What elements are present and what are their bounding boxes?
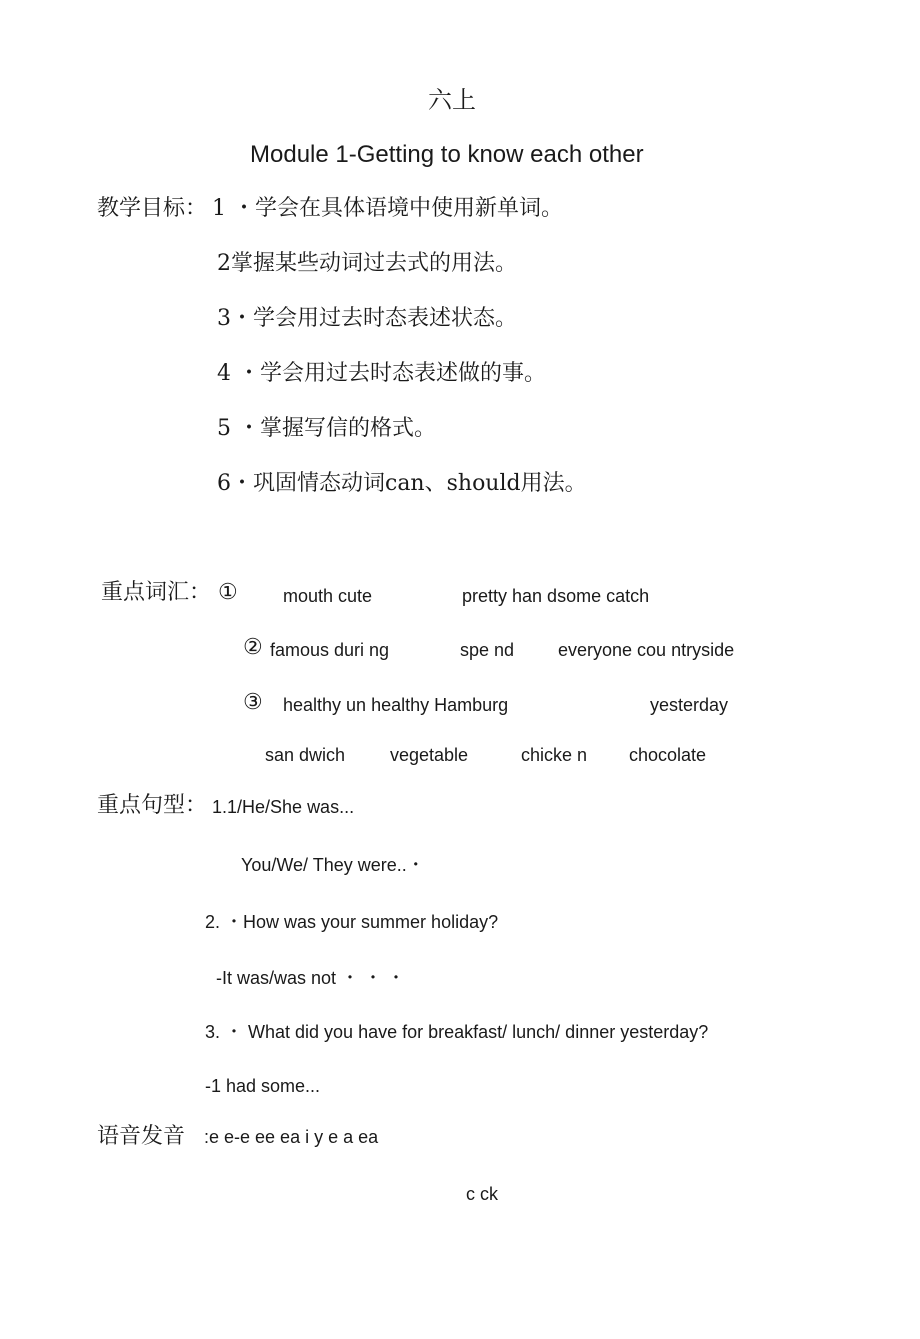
vocab-marker-1: ① (218, 580, 238, 605)
phonics-line-2: c ck (466, 1184, 499, 1204)
vocab-marker-3: ③ (243, 690, 263, 715)
vocab-words: san dwich (265, 745, 346, 765)
objective-item-6: 6・巩固情态动词can、should用法。 (217, 471, 587, 496)
sentence-line: 1.1/He/She was... (212, 797, 355, 817)
vocab-words: chicke n (521, 745, 588, 765)
sentence-line: -It was/was not ・ ・ ・ (216, 968, 406, 988)
sentence-line: 2. ・How was your summer holiday? (205, 912, 499, 932)
objective-item-4: 4 ・学会用过去时态表述做的事。 (217, 361, 546, 386)
objective-item-1: 1 ・学会在具体语境中使用新单词。 (212, 196, 563, 221)
vocab-marker-2: ② (243, 635, 263, 660)
objective-item-5: 5 ・掌握写信的格式。 (217, 416, 436, 441)
grade-title: 六上 (428, 86, 476, 114)
vocab-words: everyone cou ntryside (558, 640, 735, 660)
objective-item-2: 2掌握某些动词过去式的用法。 (217, 251, 517, 276)
module-title: Module 1-Getting to know each other (250, 141, 644, 168)
sentences-label: 重点句型： (97, 793, 208, 818)
objectives-label: 教学目标： (97, 196, 208, 221)
vocab-words: pretty han dsome catch (462, 586, 650, 606)
phonics-line-1: :e e-e ee ea i y e a ea (204, 1127, 379, 1147)
vocab-words: spe nd (460, 640, 515, 660)
vocab-words: yesterday (650, 695, 729, 715)
vocab-words: famous duri ng (270, 640, 390, 660)
vocab-words: healthy un healthy Hamburg (283, 695, 509, 715)
vocab-words: vegetable (390, 745, 469, 765)
vocab-words: chocolate (629, 745, 707, 765)
vocabulary-label: 重点词汇： (101, 580, 212, 605)
phonics-label: 语音发音 (97, 1124, 186, 1149)
vocab-words: mouth cute (283, 586, 373, 606)
sentence-line: You/We/ They were..・ (241, 855, 425, 875)
sentence-line: 3. ・ What did you have for breakfast/ lunch/ dinner yesterday? (205, 1022, 709, 1042)
sentence-line: -1 had some... (205, 1076, 321, 1096)
objective-item-3: 3・学会用过去时态表述状态。 (217, 306, 517, 331)
